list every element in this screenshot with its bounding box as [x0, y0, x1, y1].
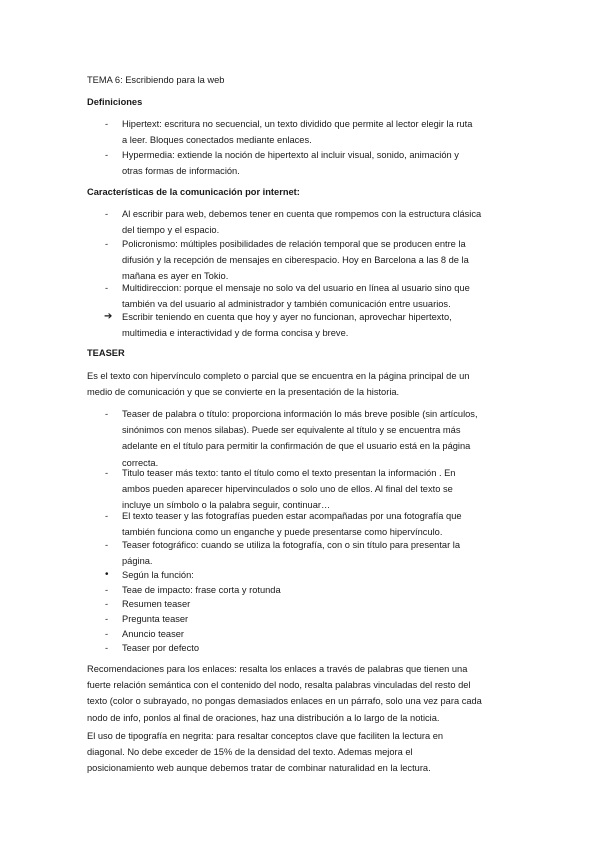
list-item-line: difusión y la recepción de mensajes en ciberespacio. Hoy en Barcelona a las 8 de la: [122, 255, 469, 266]
list-item: [87, 640, 517, 656]
list-item-line: mañana es ayer en Tokio.: [122, 271, 229, 282]
dash-marker: -: [105, 599, 109, 609]
list-item-line: Según la función:: [122, 570, 194, 580]
list-item: [87, 567, 517, 583]
paragraph-line: Es el texto con hipervínculo completo o parcial que se encuentra en la página principal de un: [87, 371, 470, 381]
paragraph-line: fuerte relación semántica con el contenido del nodo, resalta palabras vinculadas del resto del: [87, 680, 471, 691]
list-item: [87, 147, 517, 179]
list-item-line: también funciona como un enganche y puede presentarse como hipervínculo.: [122, 527, 443, 538]
paragraph-line: texto (color o subrayado, no pongas demasiados enlaces en un párrafo, solo una vez para cada: [87, 696, 482, 707]
list-item: [87, 537, 517, 569]
paragraph-line: nodo de info, ponlos al final de oraciones, haz una distribución a lo largo de la noticia.: [87, 712, 440, 723]
list-item: [87, 236, 517, 285]
list-item-line: del tiempo y el espacio.: [122, 225, 220, 236]
list-item-line: Escribir teniendo en cuenta que hoy y ayer no funcionan, aprovechar hipertexto,: [122, 312, 452, 322]
paragraph-line: diagonal. No debe exceder de 15% de la densidad del texto. Ademas mejora el: [87, 747, 413, 758]
list-item: [87, 611, 517, 627]
list-item-line: Hypermedia: extiende la noción de hipertexto al incluir visual, sonido, animación y: [122, 150, 459, 160]
page-title: TEMA 6: Escribiendo para la web: [87, 75, 225, 85]
list-item-line: correcta.: [122, 457, 159, 468]
list-item-line: Teaser fotográfico: cuando se utiliza la fotografía, con o sin título para presentar la: [122, 540, 460, 550]
dash-marker: -: [105, 468, 109, 478]
teaser-heading: TEASER: [87, 348, 125, 358]
dash-marker: -: [105, 585, 109, 595]
list-item: [87, 508, 517, 540]
list-item-line: también va del usuario al administrador y también comunicación entre usuarios.: [122, 299, 451, 310]
paragraph-line: El uso de tipografía en negrita: para resaltar conceptos clave que faciliten la lectura en: [87, 731, 444, 741]
dash-marker: -: [105, 150, 109, 160]
recomendaciones-paragraph: [87, 661, 517, 726]
list-item: [87, 309, 517, 341]
list-item-line: otras formas de información.: [122, 166, 240, 177]
list-item-line: Teaser por defecto: [122, 643, 200, 653]
dash-marker: -: [105, 119, 109, 129]
list-item-line: multimedia e interactividad y de forma concisa y breve.: [122, 328, 349, 339]
dash-marker: -: [105, 283, 109, 293]
definiciones-heading: Definiciones: [87, 97, 143, 107]
dash-marker: -: [105, 629, 109, 639]
paragraph-line: medio de comunicación y que se convierte en la presentación de la historia.: [87, 387, 400, 398]
list-item-line: Hipertext: escritura no secuencial, un texto dividido que permite al lector elegir la ruta: [122, 119, 473, 129]
list-item-line: sinónimos con menos silabas). Puede ser equivalente al título y se encuentra más: [122, 425, 461, 436]
dash-marker: -: [105, 239, 109, 249]
list-item-line: Resumen teaser: [122, 599, 191, 609]
list-item-line: ambos pueden aparecer hipervinculados o solo uno de ellos. Al final del texto se: [122, 484, 453, 495]
teaser-intro: [87, 368, 517, 400]
arrow-icon: ➔: [104, 311, 113, 322]
caracteristicas-heading: Características de la comunicación por internet:: [87, 187, 300, 197]
dash-marker: -: [105, 540, 109, 550]
list-item: [87, 116, 517, 148]
list-item-line: Teae de impacto: frase corta y rotunda: [122, 585, 281, 595]
list-item-line: página.: [122, 556, 153, 567]
list-item: [87, 280, 517, 312]
bullet-icon: •: [105, 569, 109, 580]
list-item-line: Al escribir para web, debemos tener en cuenta que rompemos con la estructura clásica: [122, 209, 482, 219]
dash-marker: -: [105, 614, 109, 624]
list-item-line: El texto teaser y las fotografías pueden estar acompañadas por una fotografía que: [122, 511, 462, 521]
dash-marker: -: [105, 511, 109, 521]
list-item-line: Titulo teaser más texto: tanto el título como el texto presentan la información . En: [122, 468, 456, 478]
dash-marker: -: [105, 643, 109, 653]
list-item-line: a leer. Bloques conectados mediante enlaces.: [122, 135, 312, 146]
list-item-line: Teaser de palabra o título: proporciona información lo más breve posible (sin artículos,: [122, 409, 478, 419]
dash-marker: -: [105, 409, 109, 419]
dash-marker: -: [105, 209, 109, 219]
paragraph-line: Recomendaciones para los enlaces: resalta los enlaces a través de palabras que tienen una: [87, 664, 468, 674]
list-item-line: Pregunta teaser: [122, 614, 189, 624]
list-item-line: adelante en el título para permitir la confirmación de que el usuario está en la página: [122, 441, 471, 452]
list-item: [87, 206, 517, 238]
list-item: [87, 596, 517, 612]
paragraph-line: posicionamiento web aunque debemos tratar de combinar naturalidad en la lectura.: [87, 763, 431, 774]
list-item-line: Policronismo: múltiples posibilidades de relación temporal que se producen entre la: [122, 239, 466, 249]
list-item-line: incluye un símbolo o la palabra seguir, continuar…: [122, 500, 331, 511]
tipografia-paragraph: [87, 728, 517, 777]
list-item-line: Multidireccion: porque el mensaje no solo va del usuario en línea al usuario sino que: [122, 283, 470, 293]
list-item: [87, 465, 517, 514]
list-item-line: Anuncio teaser: [122, 629, 185, 639]
list-item: [87, 406, 517, 471]
